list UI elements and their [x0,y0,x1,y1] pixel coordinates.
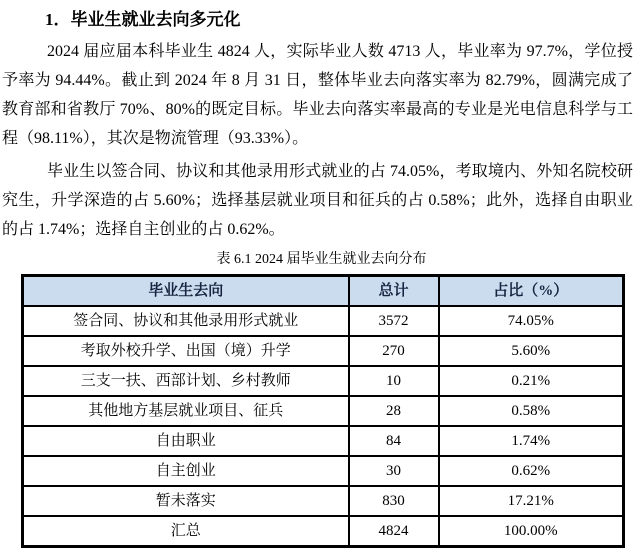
cell-percentage: 74.05% [439,306,624,336]
cell-total: 30 [349,456,439,486]
cell-category: 自由职业 [23,426,349,456]
cell-category: 自主创业 [23,456,349,486]
cell-percentage: 0.62% [439,456,624,486]
table-row [23,426,624,456]
paragraph-destination-breakdown: 毕业生以签合同、协议和其他录用形式就业的占 74.05%，考取境内、外知名院校研究生，升学深造的占 5.60%；选择基层就业项目和征兵的占 0.58%；此外，选择自由职业的占 1.74%；选择自主创业的占 0.62%。 [2,163,633,238]
table-row [23,306,624,336]
header-cell-percentage: 占比（%） [439,276,624,307]
cell-percentage: 5.60% [439,336,624,366]
cell-category: 汇总 [23,516,349,547]
employment-destination-table [21,274,625,548]
cell-total: 830 [349,486,439,516]
cell-percentage: 100.00% [439,516,624,547]
cell-total: 4824 [349,516,439,547]
cell-total: 28 [349,396,439,426]
table-row [23,366,624,396]
header-cell-destination: 毕业生去向 [23,276,349,307]
cell-total: 84 [349,426,439,456]
cell-total: 3572 [349,306,439,336]
table-header-row [23,276,624,307]
cell-category: 三支一扶、西部计划、乡村教师 [23,366,349,396]
table-row [23,336,624,366]
cell-category: 暂未落实 [23,486,349,516]
table-caption: 表 6.1 2024 届毕业生就业去向分布 [216,252,427,267]
cell-percentage: 17.21% [439,486,624,516]
cell-total: 270 [349,336,439,366]
paragraph-graduation-stats: 2024 届应届本科毕业生 4824 人，实际毕业人数 4713 人，毕业率为 97.7%，学位授予率为 94.44%。截止到 2024 年 8 月 31 日，整体毕业去向落实率为 82.79%，圆满完成了教育部和省教厅 70%、80%的既定目标。毕业去向落实率最高的专业是光电信息科学与工程（98.11%），其次是物流管理（93.33%）。 [2,43,633,147]
cell-category: 签合同、协议和其他录用形式就业 [23,306,349,336]
table-row [23,396,624,426]
table-row-summary [23,516,624,547]
table-row [23,456,624,486]
table-row [23,486,624,516]
cell-category: 考取外校升学、出国（境）升学 [23,336,349,366]
cell-total: 10 [349,366,439,396]
cell-category: 其他地方基层就业项目、征兵 [23,396,349,426]
section-heading: 1．毕业生就业去向多元化 [45,10,241,29]
cell-percentage: 0.58% [439,396,624,426]
header-cell-total: 总计 [349,276,439,307]
cell-percentage: 1.74% [439,426,624,456]
cell-percentage: 0.21% [439,366,624,396]
